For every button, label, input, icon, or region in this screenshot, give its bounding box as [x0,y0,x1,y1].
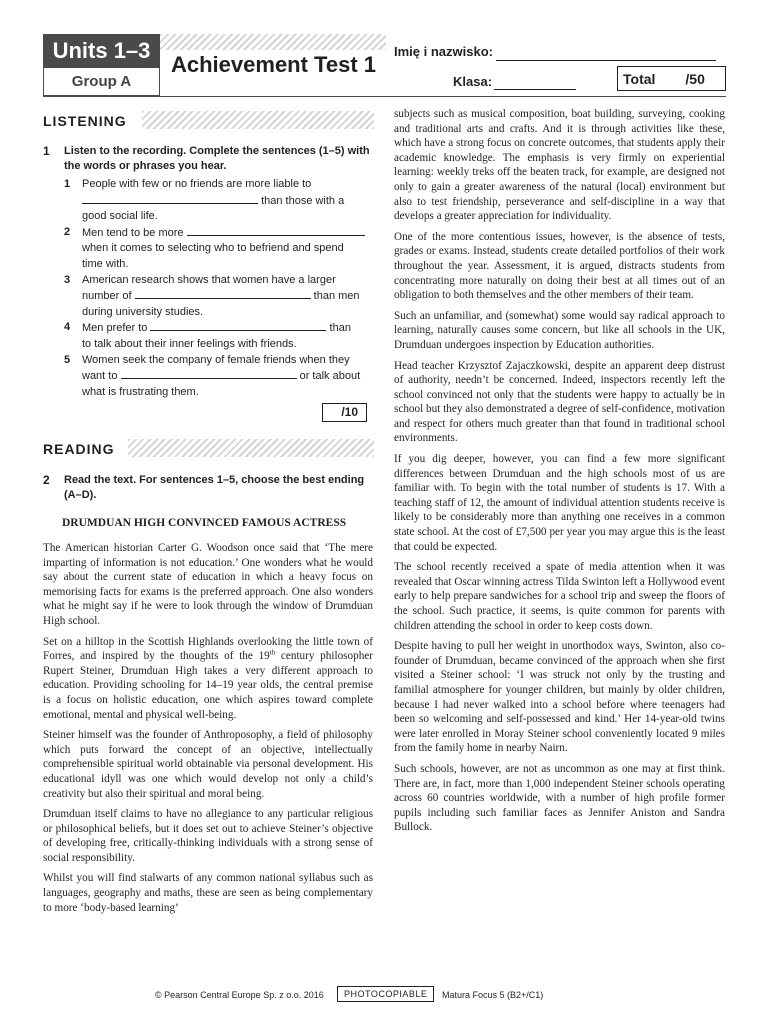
units-label: Units 1–3 [43,34,160,68]
item-text: than those with a [261,194,345,207]
header-hatch-decoration [160,34,386,50]
item-text: good social life. [82,210,158,223]
answer-gap[interactable] [150,320,326,331]
item-text: Men tend to be more [82,226,184,239]
item-number: 2 [64,225,71,238]
article-paragraph: Set on a hilltop in the Scottish Highlands overlooking the little town of Forres, and inspired by the thoughts of the 19th century philosopher Rupert Steiner, Drumduan High takes a very different approach to education. Providing schooling for 14–19 year olds, the central premise is a focus on holistic education, one which aspires toward complete emotional, mental and physical well-being. [43,635,373,721]
class-label: Klasa: [453,74,493,89]
article-paragraph: subjects such as musical composition, boat building, surveying, cooking and traditional arts and crafts. And it is through activities like these, which have a strong focus on concrete outcomes, that students apply their academic knowledge. The emphasis is very firmly on experiential learning: weekly treks off the beaten track, for example, are designed not only to gain a greater awareness of the natural (local) environment but also to test friendship, perseverance and self-discipline in a way that develops a greater appreciation for individuality. [394,108,725,223]
item-text: than [329,322,351,335]
item-number: 1 [64,178,71,190]
task-instruction: Listen to the recording. Complete the sentences (1–5) with the words or phrases you hear. [64,145,370,172]
item-number: 5 [64,353,71,366]
total-score-box [617,66,726,91]
listening-items [64,177,374,400]
total-label: Total [623,70,656,87]
item-text: American research shows that women have a larger [82,273,336,286]
task-instruction: Read the text. For sentences 1–5, choose the best ending (A–D). [64,474,365,501]
article-paragraph: Such schools, however, are not as uncommon as one may at first think. There are, in fact, more than 1,000 independent Steiner schools operating across 60 countries worldwide, with a number of high profile former pupils including such familiar faces as Jennifer Aniston and Sandra Bullock. [394,762,725,834]
article-paragraph: Despite having to pull her weight in unorthodox ways, Swinton, also co-founder of Drumduan, became convinced of the approach when she first visited a Steiner school: ‘I was struck not only by the trusting and familial atmosphere for younger children, but mainly by older children, because I had never walked into a school before where teenagers had been so welcoming and self-possessed and kind.’ Her 14-year-old twins were later enrolled in Moray Steiner school conveniently located 9 miles from the family home in nearby Nairn. [394,640,725,755]
article-title: DRUMDUAN HIGH CONVINCED FAMOUS ACTRESS [62,517,347,529]
article-paragraph: Steiner himself was the founder of Anthroposophy, a field of philosophy which puts forward the concept of an objective, intellectually comprehensible spiritual world obtainable via personal development. His educational idyll was one which would develop not only a child’s creativity but also their spiritual and moral being. [43,729,373,800]
reading-heading: READING [43,441,115,457]
article-column-right [394,107,725,841]
item-text: when it comes to selecting who to befriend and spend [82,242,344,255]
article-paragraph: The American historian Carter G. Woodson once said that ‘The mere imparting of information is not education.’ One wonders what he would say about the current state of education in which a heavy focus on memorising facts for exams is the preferred approach. One also wonders what he might say if he were to look through the window of Drumduan High school. [43,542,373,627]
name-label: Imię i nazwisko: [394,44,493,59]
article-paragraph: Such an unfamiliar, and (somewhat) some would say radical approach to learning, naturally causes some concern, but like all schools in the UK, Drumduan undergoes inspection by Education authorities. [394,309,725,351]
item-text: want to [82,370,118,383]
task-number: 1 [43,144,50,158]
total-points: /50 [685,70,705,87]
item-text: than men [313,290,360,303]
article-paragraph: Whilst you will find stalwarts of any common national syllabus such as languages, geography and maths, these are seen as being complementary to more ‘body-based learning’ [43,872,373,914]
list-item [64,225,374,273]
answer-gap[interactable] [187,225,365,236]
photocopiable-badge: PHOTOCOPIABLE [337,986,434,1002]
item-number: 4 [64,321,71,334]
item-text: Women seek the company of female friends when they [82,353,350,366]
class-field-line[interactable] [494,89,576,90]
item-text: or talk about [299,370,361,383]
list-item [64,177,374,225]
item-text: number of [82,290,132,303]
name-field-line[interactable] [496,60,716,61]
item-text: during university studies. [82,305,204,318]
list-item [64,320,374,352]
article-paragraph: If you dig deeper, however, you can find a few more significant differences between Drumduan and the high schools most of us are familiar with. To begin with the total number of students is 17. With a teaching staff of 12, the amount of individual attention students receive is likely to be considerably more than anything one receives in a common state school. At the cost of £7,500 per year you may argue this is the least that could be expected. [394,453,725,553]
article-paragraph: Drumduan itself claims to have no allegiance to any particular religious or philosophical beliefs, but it does set out to achieve Steiner’s objective of developing free, critically-thinking individuals with a strong sense of social responsibility. [43,808,373,864]
answer-gap[interactable] [135,288,311,299]
header-divider [43,96,726,97]
book-title: Matura Focus 5 (B2+/C1) [442,990,544,1000]
item-number: 3 [64,273,71,286]
article-column-left [43,541,373,921]
list-item [64,353,374,401]
answer-gap[interactable] [82,193,258,204]
answer-gap[interactable] [121,368,297,379]
page-title: Achievement Test 1 [171,52,377,77]
item-text: Men prefer to [82,322,148,335]
task-number: 2 [43,473,50,487]
listening-score-box: /10 [322,403,367,422]
article-paragraph: One of the more contentious issues, however, is the absence of tests, grades or exams. Instead, students create detailed portfolios of their work throughout the year. Assessment, it is argued, distracts students from concentrating more naturally on doing their best at all times out of an obligation to both themselves and the other members of their team. [394,230,725,302]
item-text: what is frustrating them. [82,385,199,398]
article-paragraph: Head teacher Krzysztof Zajaczkowski, despite an apparent deep distrust of authority, needn’t be concerned. Indeed, inspectors recently left the school convinced not only that the students were happy to actually be in school but they also demonstrated a degree of self-confidence, motivation and respect for others much greater than that found in traditional school environments. [394,359,725,445]
listening-task [43,144,373,174]
reading-hatch-decoration [128,439,374,457]
reading-task [43,473,373,503]
group-label: Group A [43,68,160,96]
listening-hatch-decoration [142,111,374,129]
item-text: to talk about their inner feelings with friends. [82,337,297,350]
listening-heading: LISTENING [43,113,127,129]
copyright-text: © Pearson Central Europe Sp. z o.o. 2016 [155,990,324,1000]
item-text: People with few or no friends are more liable to [82,178,312,190]
list-item [64,273,374,321]
article-paragraph: The school recently received a spate of media attention when it was revealed that Oscar winning actress Tilda Swinton left a Hollywood event early to help prepare sandwiches for a school trip and sweep the floors of the school. Such practice, it seems, is quite common for parents with children attending the school in order to keep costs down. [394,561,725,632]
item-text: time with. [82,257,129,270]
